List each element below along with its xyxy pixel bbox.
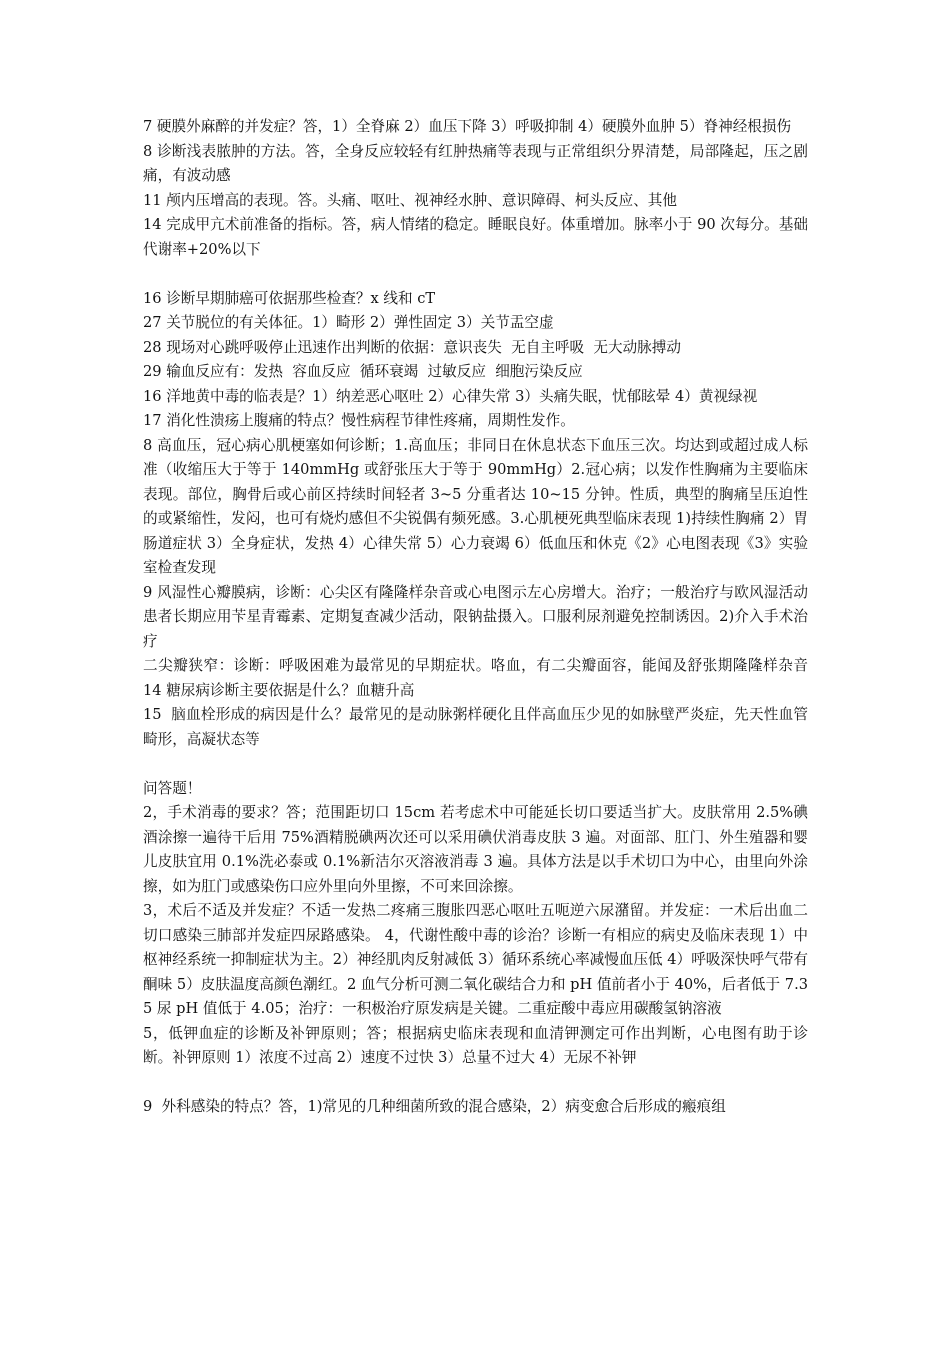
blank-line [143, 262, 808, 287]
paragraph-transfusion-reaction: 29 输血反应有：发热 容血反应 循环衰竭 过敏反应 细胞污染反应 [143, 363, 583, 380]
blank-line [143, 1071, 808, 1096]
document-body [143, 115, 836, 1120]
paragraph-cardiac-arrest: 28 现场对心跳呼吸停止迅速作出判断的依据：意识丧失 无自主呼吸 无大动脉搏动 [143, 338, 681, 356]
section-heading-qa: 问答题！ [143, 779, 202, 797]
paragraph-intracranial-pressure: 11 颅内压增高的表现。答。头痛、呕吐、视神经水肿、意识障碍、柯头反应、其他 [143, 191, 677, 209]
paragraph-lung-cancer: 16 诊断早期肺癌可依据那些检查？x 线和 cT [143, 289, 436, 307]
paragraph-postop-complications: 3，术后不适及并发症？不适一发热二疼痛三腹胀四恶心呕吐五呃逆六尿潴留。并发症：一术后出血二切口感染三肺部并发症四尿路感染。 4，代谢性酸中毒的诊治？诊断一有相应的病史及临床表现 1）中枢神经系统一抑制症状为主。2）神经肌肉反射减低 3）循环系统心率减慢血压低 4）呼吸深快呼气带有酮味 5）皮肤温度高颜色潮红。2 血气分析可测二氧化碳结合力和 pH 值前者小于 40%，后者低于 7.35 尿 pH 值低于 4.05；治疗：一积极治疗原发病是关键。二重症酸中毒应用碳酸氢钠溶液 [143, 902, 808, 1017]
paragraph-digitalis-toxicity: 16 洋地黄中毒的临表是？1）纳差恶心呕吐 2）心律失常 3）头痛失眠，忧郁眩晕 4）黄视绿视 [143, 387, 758, 405]
paragraph-rheumatic-valve: 9 风湿性心瓣膜病，诊断：心尖区有隆隆样杂音或心电图示左心房增大。治疗；一般治疗与欧风湿活动患者长期应用苄星青霉素、定期复查减少活动，限钠盐摄入。口服利尿剂避免控制诱因。2)介入手术治疗 [143, 583, 808, 650]
paragraph-hard-epidural-complications: 7 硬膜外麻醉的并发症？答，1）全脊麻 2）血压下降 3）呼吸抑制 4）硬膜外血肿 5）脊神经根损伤 [143, 118, 792, 135]
paragraph-superficial-abscess: 8 诊断浅表脓肿的方法。答，全身反应较轻有红肿热痛等表现与正常组织分界清楚，局部隆起，压之剧痛，有波动感 [143, 142, 808, 184]
paragraph-surgical-disinfection: 2，手术消毒的要求？答；范围距切口 15cm 若考虑术中可能延长切口要适当扩大。皮肤常用 2.5%碘酒涂擦一遍待干后用 75%酒精脱碘两次还可以采用碘伏消毒皮肤 3 遍。对面部、肛门、外生殖器和婴儿皮肤宜用 0.1%洗必泰或 0.1%新洁尔灭溶液消毒 3 遍。具体方法是以手术切口为中心，由里向外涂擦，如为肛门或感染伤口应外里向外里擦，不可来回涂擦。 [143, 804, 808, 895]
paragraph-hyperthyroid-prep: 14 完成甲亢术前准备的指标。答，病人情绪的稳定。睡眠良好。体重增加。脉率小于 90 次每分。基础代谢率+20%以下 [143, 216, 808, 258]
paragraph-hypokalemia: 5，低钾血症的诊断及补钾原则；答；根据病史临床表现和血清钾测定可作出判断，心电图有助于诊断。补钾原则 1）浓度不过高 2）速度不过快 3）总量不过大 4）无尿不补钾 [143, 1024, 808, 1066]
paragraph-surgical-infection: 9 外科感染的特点？答，1)常见的几种细菌所致的混合感染，2）病变愈合后形成的瘢痕组 [143, 1098, 726, 1115]
paragraph-peptic-ulcer: 17 消化性溃疡上腹痛的特点？慢性病程节律性疼痛，周期性发作。 [143, 412, 575, 429]
paragraph-hypertension-chd: 8 高血压，冠心病心肌梗塞如何诊断；1.高血压；非同日在休息状态下血压三次。均达到或超过成人标准（收缩压大于等于 140mmHg 或舒张压大于等于 90mmHg）2.冠心病；以发作性胸痛为主要临床表现。部位，胸骨后或心前区持续时间轻者 3~5 分重者达 10~15 分钟。性质，典型的胸痛呈压迫性的或紧缩性，发闷，也可有烧灼感但不尖锐偶有频死感。3.心肌梗死典型临床表现 1)持续性胸痛 2）胃肠道症状 3）全身症状，发热 4）心律失常 5）心力衰竭 6）低血压和休克《2》心电图表现《3》实验室检查发现 [143, 436, 808, 576]
paragraph-mitral-stenosis: 二尖瓣狭窄：诊断：呼吸困难为最常见的早期症状。咯血，有二尖瓣面容，能闻及舒张期隆隆样杂音 14 糖尿病诊断主要依据是什么？血糖升高 [143, 657, 836, 699]
paragraph-cerebral-thrombosis: 15 脑血栓形成的病因是什么？最常见的是动脉粥样硬化且伴高血压少见的如脉壁严炎症，先天性血管畸形，高凝状态等 [143, 706, 808, 748]
paragraph-joint-dislocation: 27 关节脱位的有关体征。1）畸形 2）弹性固定 3）关节盂空虚 [143, 314, 554, 331]
blank-line [143, 752, 808, 777]
